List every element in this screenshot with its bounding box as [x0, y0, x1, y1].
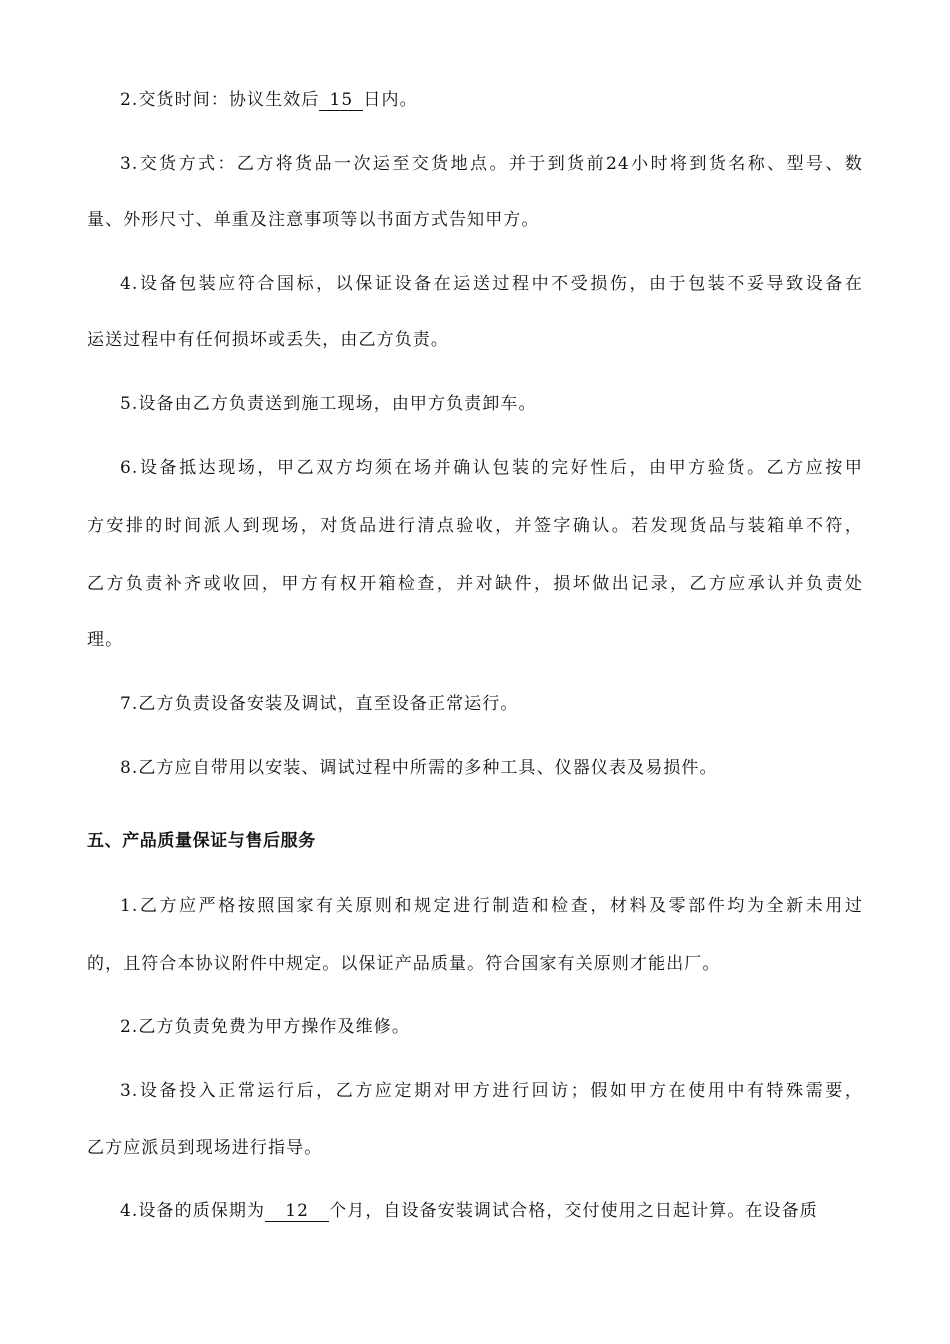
clause-free-service: 2.乙方负责免费为甲方操作及维修。 — [120, 1017, 410, 1037]
clause-quality-cont: 的，且符合本协议附件中规定。以保证产品质量。符合国家有关原则才能出厂。 — [87, 954, 721, 974]
clause-follow-up: 3.设备投入正常运行后，乙方应定期对甲方进行回访；假如甲方在使用中有特殊需要， — [120, 1081, 863, 1101]
clause-text: 4.设备的质保期为 — [120, 1201, 266, 1221]
clause-delivery-method-cont: 量、外形尺寸、单重及注意事项等以书面方式告知甲方。 — [87, 210, 540, 230]
clause-inspection-cont: 理。 — [87, 630, 124, 650]
clause-packaging-cont: 运送过程中有任何损坏或丢失，由乙方负责。 — [87, 330, 449, 350]
clause-inspection-cont: 方安排的时间派人到现场，对货品进行清点验收，并签字确认。若发现货品与装箱单不符， — [87, 516, 863, 536]
blank-field-months: 12 — [265, 1201, 329, 1222]
clause-inspection: 6.设备抵达现场，甲乙双方均须在场并确认包装的完好性后，由甲方验货。乙方应按甲 — [120, 458, 863, 478]
clause-text: 日内。 — [363, 90, 418, 110]
clause-packaging: 4.设备包装应符合国标，以保证设备在运送过程中不受损伤，由于包装不妥导致设备在 — [120, 274, 863, 294]
section-heading: 五、产品质量保证与售后服务 — [87, 831, 316, 851]
clause-inspection-cont: 乙方负责补齐或收回，甲方有权开箱检查，并对缺件，损坏做出记录，乙方应承认并负责处 — [87, 574, 863, 594]
clause-text: 个月，自设备安装调试合格，交付使用之日起计算。在设备质 — [329, 1201, 818, 1221]
clause-delivery-time — [120, 88, 863, 112]
clause-installation: 7.乙方负责设备安装及调试，直至设备正常运行。 — [120, 694, 519, 714]
blank-field-days: 15 — [319, 90, 363, 111]
clause-follow-up-cont: 乙方应派员到现场进行指导。 — [87, 1138, 323, 1158]
clause-transport: 5.设备由乙方负责送到施工现场，由甲方负责卸车。 — [120, 394, 537, 414]
clause-quality: 1.乙方应严格按照国家有关原则和规定进行制造和检查，材料及零部件均为全新未用过 — [120, 896, 863, 916]
clause-text: 2.交货时间：协议生效后 — [120, 90, 320, 110]
clause-tools: 8.乙方应自带用以安装、调试过程中所需的多种工具、仪器仪表及易损件。 — [120, 758, 718, 778]
clause-delivery-method: 3.交货方式：乙方将货品一次运至交货地点。并于到货前24小时将到货名称、型号、数 — [120, 154, 863, 174]
clause-warranty — [120, 1199, 863, 1223]
